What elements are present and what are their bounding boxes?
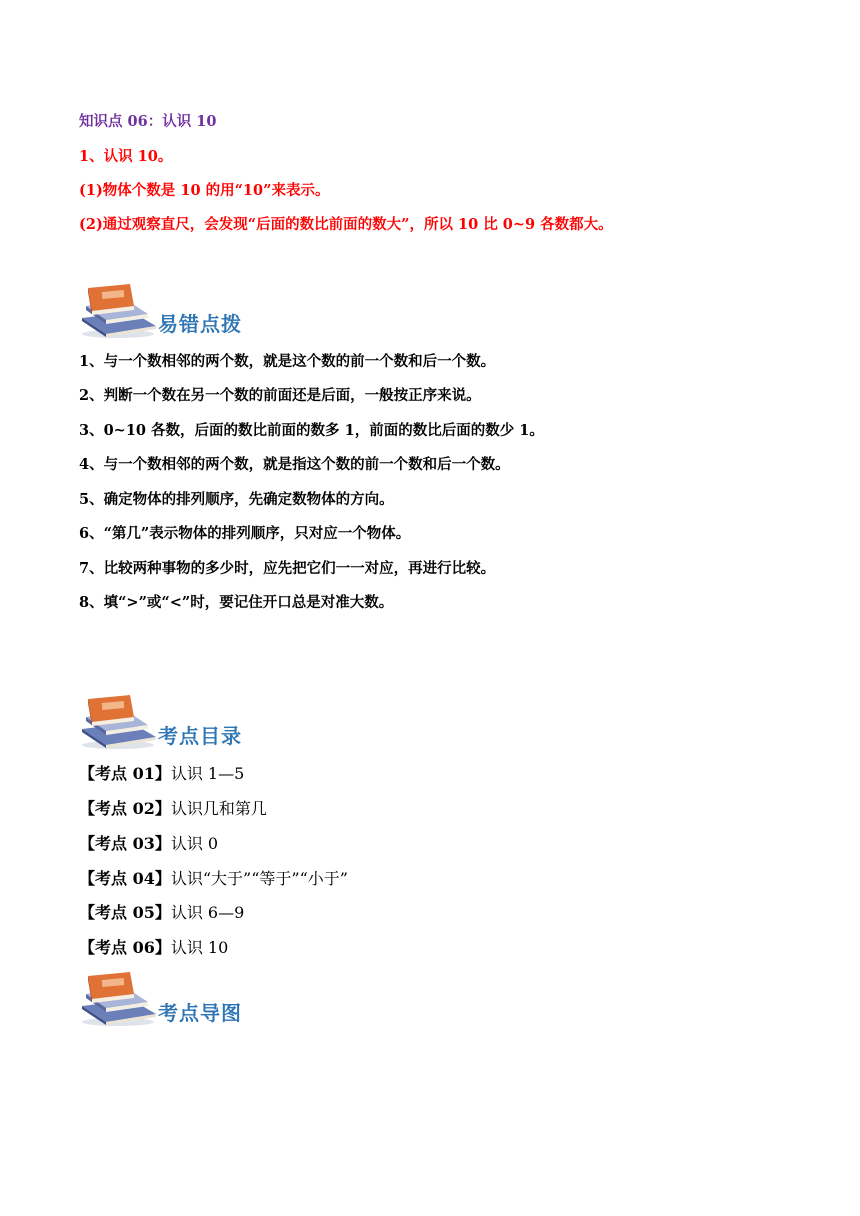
catalog-item bbox=[79, 763, 244, 785]
knowledge-line-1: 1、认识 10。 bbox=[79, 148, 173, 165]
books-icon bbox=[78, 282, 162, 340]
catalog-tag: 【考点 04】 bbox=[79, 869, 171, 888]
catalog-item bbox=[79, 902, 244, 924]
catalog-section-title: 考点目录 bbox=[158, 724, 242, 748]
knowledge-heading: 知识点 06：认识 10 bbox=[79, 113, 217, 130]
catalog-text: 认识几和第几 bbox=[170, 799, 267, 818]
catalog-text: 认识 10 bbox=[170, 938, 229, 957]
error-item: 3、0~10 各数，后面的数比前面的数多 1，前面的数比后面的数少 1。 bbox=[79, 422, 544, 439]
catalog-text: 认识 1—5 bbox=[170, 764, 245, 783]
catalog-text: 认识 0 bbox=[170, 834, 219, 853]
error-item: 4、与一个数相邻的两个数，就是指这个数的前一个数和后一个数。 bbox=[79, 456, 510, 473]
catalog-text: 认识“大于”“等于”“小于” bbox=[170, 869, 348, 888]
errors-section-title: 易错点拨 bbox=[158, 312, 242, 336]
knowledge-line-3: (2)通过观察直尺，会发现“后面的数比前面的数大”，所以 10 比 0~9 各数都大。 bbox=[79, 216, 613, 233]
error-item: 5、确定物体的排列顺序，先确定数物体的方向。 bbox=[79, 491, 394, 508]
error-item: 1、与一个数相邻的两个数，就是这个数的前一个数和后一个数。 bbox=[79, 353, 496, 370]
knowledge-line-2: (1)物体个数是 10 的用“10”来表示。 bbox=[79, 182, 330, 199]
catalog-tag: 【考点 01】 bbox=[79, 764, 171, 783]
catalog-item bbox=[79, 833, 218, 855]
error-item: 8、填“>”或“<”时，要记住开口总是对准大数。 bbox=[79, 594, 394, 611]
error-item: 7、比较两种事物的多少时，应先把它们一一对应，再进行比较。 bbox=[79, 560, 496, 577]
error-item: 2、判断一个数在另一个数的前面还是后面，一般按正序来说。 bbox=[79, 387, 481, 404]
catalog-item bbox=[79, 937, 228, 959]
catalog-tag: 【考点 03】 bbox=[79, 834, 171, 853]
map-section-title: 考点导图 bbox=[158, 1001, 242, 1025]
books-icon bbox=[78, 970, 162, 1028]
catalog-tag: 【考点 02】 bbox=[79, 799, 171, 818]
catalog-item bbox=[79, 798, 267, 820]
catalog-item bbox=[79, 868, 348, 890]
books-icon bbox=[78, 693, 162, 751]
catalog-text: 认识 6—9 bbox=[170, 903, 245, 922]
catalog-tag: 【考点 05】 bbox=[79, 903, 171, 922]
error-item: 6、“第几”表示物体的排列顺序，只对应一个物体。 bbox=[79, 525, 411, 542]
catalog-tag: 【考点 06】 bbox=[79, 938, 171, 957]
